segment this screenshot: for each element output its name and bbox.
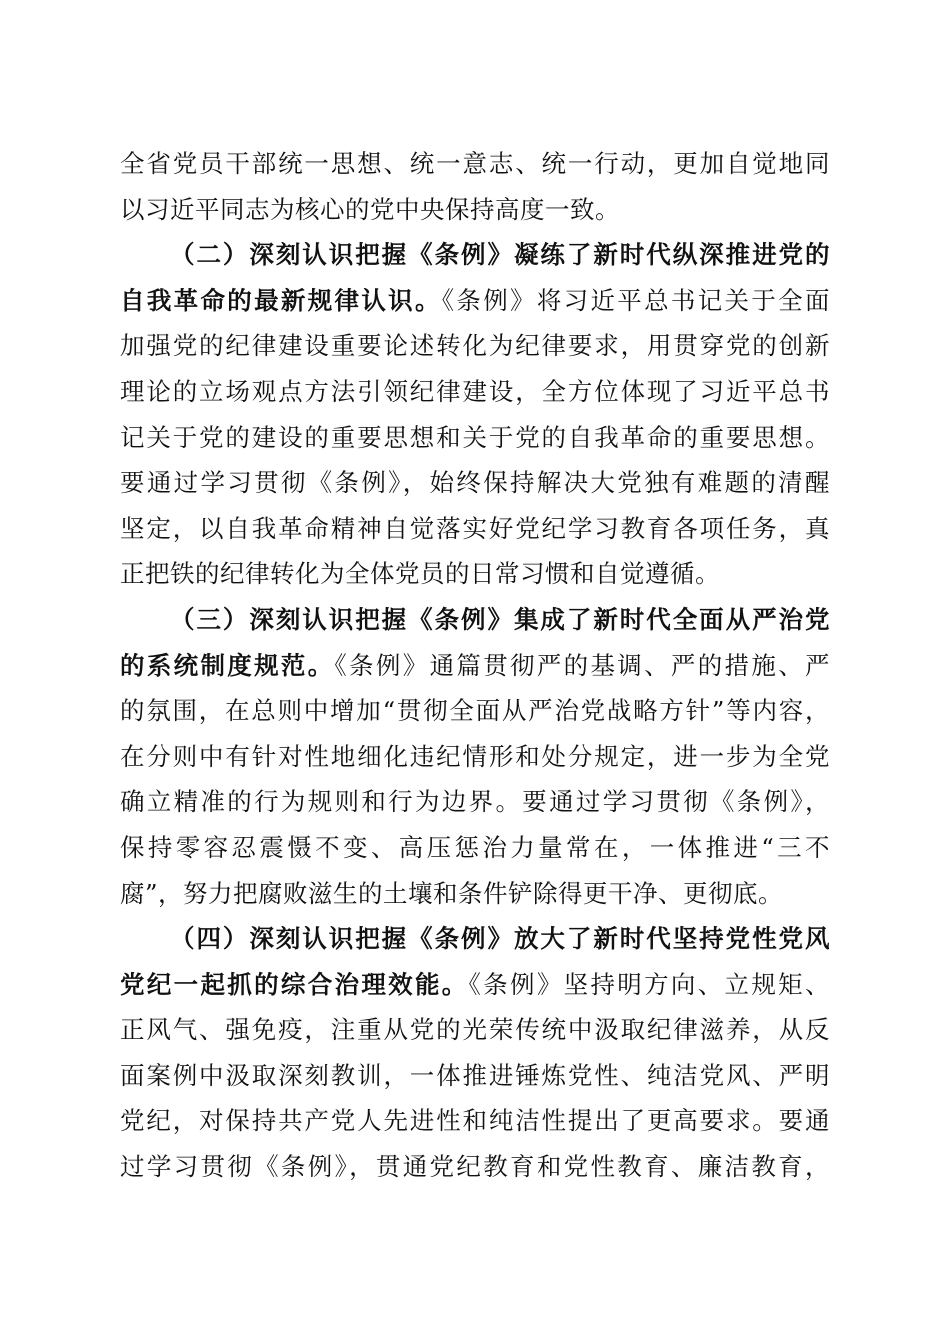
document-page [120,141,830,1190]
text-line: 加强党的纪律建设重要论述转化为纪律要求，用贯穿党的创新 [120,331,830,361]
text-line: 面案例中汲取深刻教训，一体推进锤炼党性、纯洁党风、严明 [120,1060,830,1090]
text-line: 理论的立场观点方法引领纪律建设，全方位体现了习近平总书 [120,376,830,406]
text-line: 党纪，对保持共产党人先进性和纯洁性提出了更高要求。要通 [120,1106,830,1136]
paragraph-2 [120,597,830,916]
text-line: 的系统制度规范。《条例》通篇贯彻严的基调、严的措施、严 [120,650,831,680]
text-line: 记关于党的建设的重要思想和关于党的自我革命的重要思想。 [120,422,830,452]
text-line: 的氛围，在总则中增加“贯彻全面从严治党战略方针”等内容， [120,696,830,726]
section-heading-line: （四）深刻认识把握《条例》放大了新时代坚持党性党风 [170,924,830,954]
text-line: 自我革命的最新规律认识。《条例》将习近平总书记关于全面 [120,285,831,315]
section-heading-line: （三）深刻认识把握《条例》集成了新时代全面从严治党 [170,604,830,634]
text-line: 坚定，以自我革命精神自觉落实好党纪学习教育各项任务，真 [120,513,830,543]
text-line: 全省党员干部统一思想、统一意志、统一行动，更加自觉地同 [120,149,830,178]
paragraph-0 [120,141,830,232]
section-heading-line: （二）深刻认识把握《条例》凝练了新时代纵深推进党的 [170,240,830,270]
section-heading-end: 的系统制度规范。 [120,650,335,680]
text-line: 以习近平同志为核心的党中央保持高度一致。 [120,194,620,224]
text-line: 保持零容忍震慑不变、高压惩治力量常在，一体推进“三不 [120,832,830,862]
paragraph-3 [120,916,830,1190]
text-line: 正风气、强免疫，注重从党的光荣传统中汲取纪律滋养，从反 [120,1015,830,1045]
text-line: 正把铁的纪律转化为全体党员的日常习惯和自觉遵循。 [120,559,720,589]
text-line: 党纪一起抓的综合治理效能。《条例》坚持明方向、立规矩、 [120,969,830,999]
text-line: 腐”，努力把腐败滋生的土壤和条件铲除得更干净、更彻底。 [120,878,784,908]
text-line: 过学习贯彻《条例》，贯通党纪教育和党性教育、廉洁教育， [120,1152,830,1182]
text-line: 确立精准的行为规则和行为边界。要通过学习贯彻《条例》， [120,787,830,817]
section-heading-end: 党纪一起抓的综合治理效能。 [120,969,469,999]
section-heading-end: 自我革命的最新规律认识。 [120,285,442,315]
text-line: 在分则中有针对性地细化违纪情形和处分规定，进一步为全党 [120,741,830,771]
paragraph-1 [120,232,830,597]
text-line: 要通过学习贯彻《条例》，始终保持解决大党独有难题的清醒 [120,468,830,498]
